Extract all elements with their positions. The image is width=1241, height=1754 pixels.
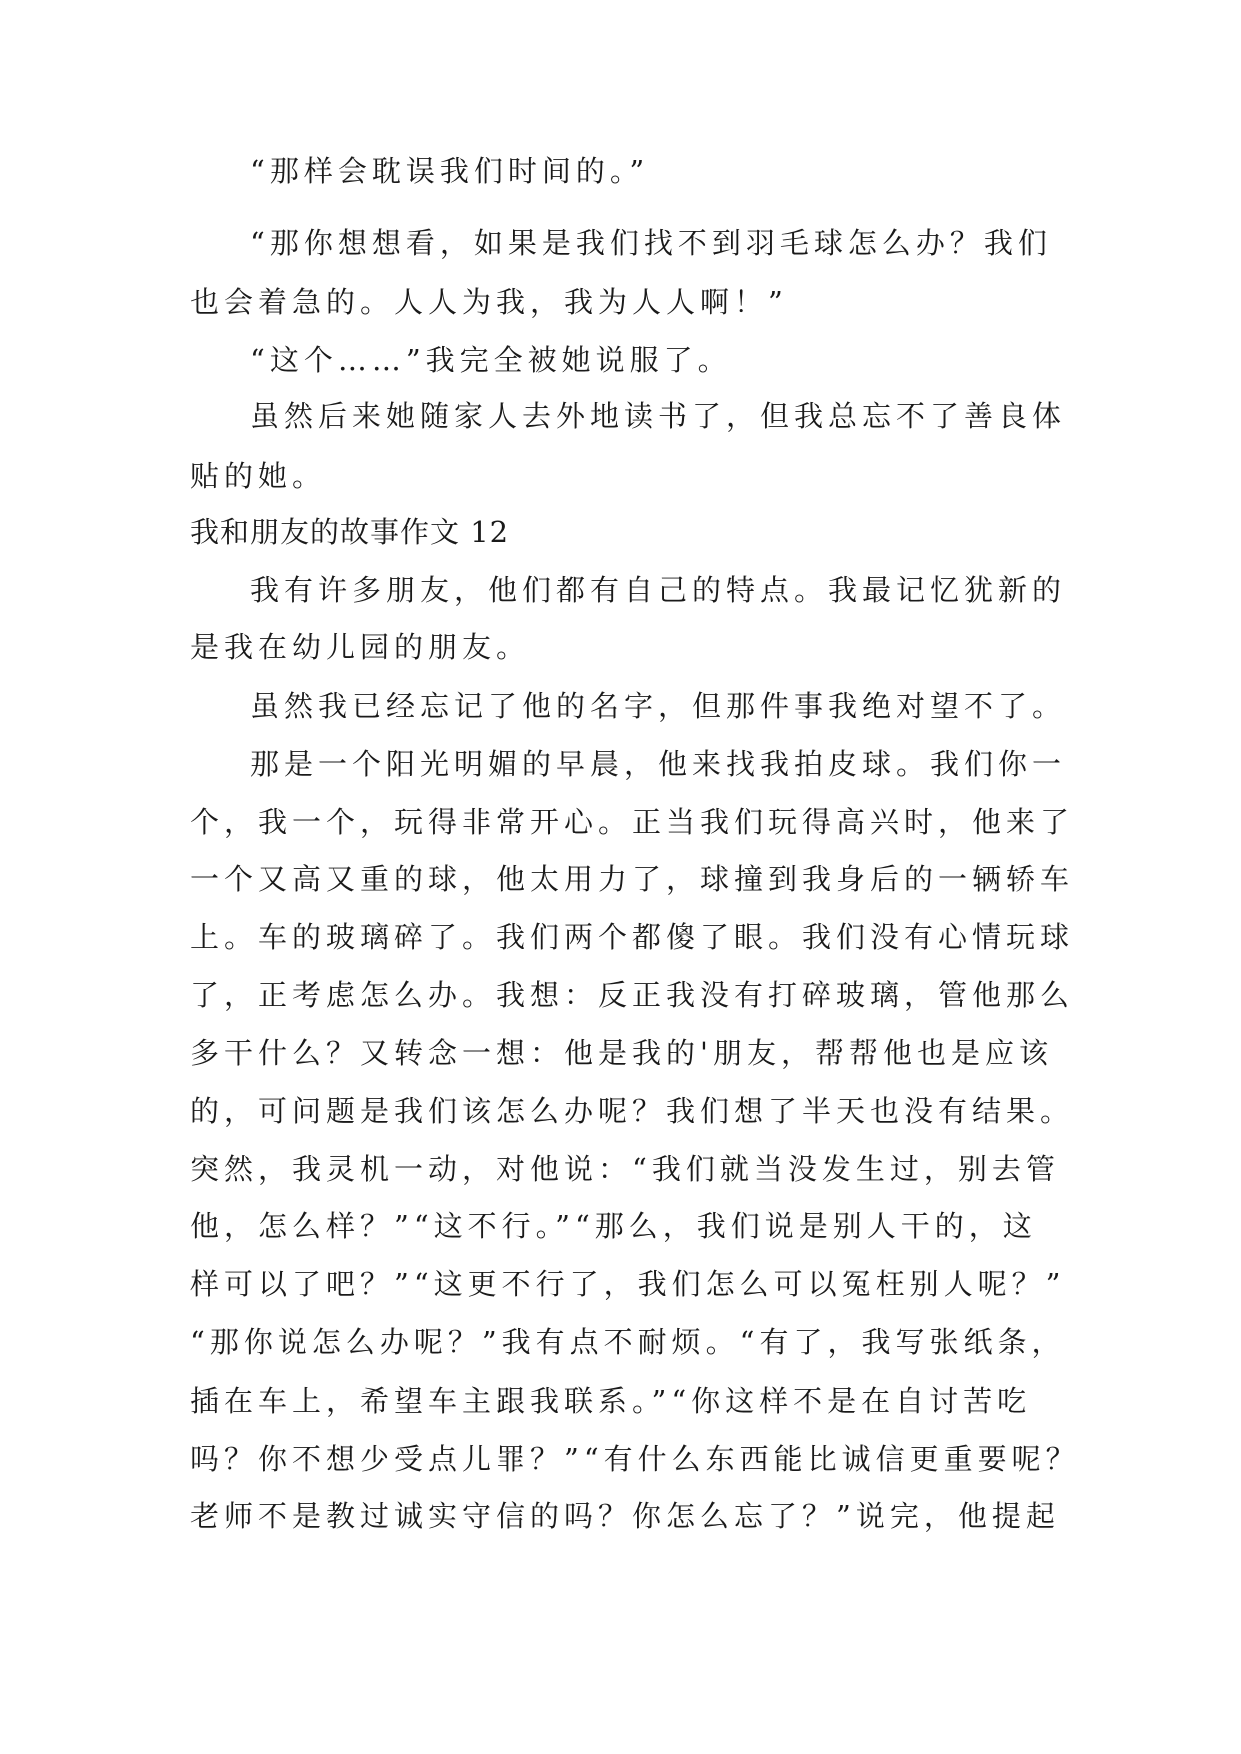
paragraph-line: 多干什么？又转念一想：他是我的'朋友，帮帮他也是应该 <box>190 1036 1053 1070</box>
paragraph-line: “那你说怎么办呢？”我有点不耐烦。“有了，我写张纸条， <box>190 1325 1066 1359</box>
paragraph-line: 吗？你不想少受点儿罪？”“有什么东西能比诚信更重要呢？ <box>190 1442 1080 1476</box>
paragraph-line: 的，可问题是我们该怎么办呢？我们想了半天也没有结果。 <box>190 1094 1075 1128</box>
paragraph-line: 样可以了吧？”“这更不行了，我们怎么可以冤枉别人呢？” <box>190 1267 1066 1301</box>
paragraph-line: 虽然我已经忘记了他的名字，但那件事我绝对望不了。 <box>250 689 1067 723</box>
paragraph-line: 个，我一个，玩得非常开心。正当我们玩得高兴时，他来了 <box>190 805 1075 839</box>
paragraph-line: 虽然后来她随家人去外地读书了，但我总忘不了善良体 <box>250 399 1067 433</box>
paragraph-line: “那样会耽误我们时间的。” <box>250 154 650 188</box>
paragraph-line: 他，怎么样？”“这不行。”“那么，我们说是别人干的，这 <box>190 1209 1037 1243</box>
paragraph-line: 我有许多朋友，他们都有自己的特点。我最记忆犹新的 <box>250 573 1067 607</box>
paragraph-line: 了，正考虑怎么办。我想：反正我没有打碎玻璃，管他那么 <box>190 978 1075 1012</box>
paragraph-line: 贴的她。 <box>190 459 327 493</box>
paragraph-line: 插在车上，希望车主跟我联系。”“你这样不是在自讨苦吃 <box>190 1384 1032 1418</box>
section-title: 我和朋友的故事作文 12 <box>190 515 510 549</box>
paragraph-line: 那是一个阳光明媚的早晨，他来找我拍皮球。我们你一 <box>250 747 1067 781</box>
paragraph-line: 一个又高又重的球，他太用力了，球撞到我身后的一辆轿车 <box>190 862 1075 896</box>
paragraph-line: “那你想想看，如果是我们找不到羽毛球怎么办？我们 <box>250 226 1052 260</box>
paragraph-line: 突然，我灵机一动，对他说：“我们就当没发生过，别去管 <box>190 1152 1060 1186</box>
paragraph-line: 也会着急的。人人为我，我为人人啊！” <box>190 285 788 319</box>
paragraph-line: “这个……”我完全被她说服了。 <box>250 343 732 377</box>
paragraph-line: 是我在幼儿园的朋友。 <box>190 630 531 664</box>
paragraph-line: 老师不是教过诚实守信的吗？你怎么忘了？”说完，他提起 <box>190 1499 1060 1533</box>
paragraph-line: 上。车的玻璃碎了。我们两个都傻了眼。我们没有心情玩球 <box>190 920 1075 954</box>
